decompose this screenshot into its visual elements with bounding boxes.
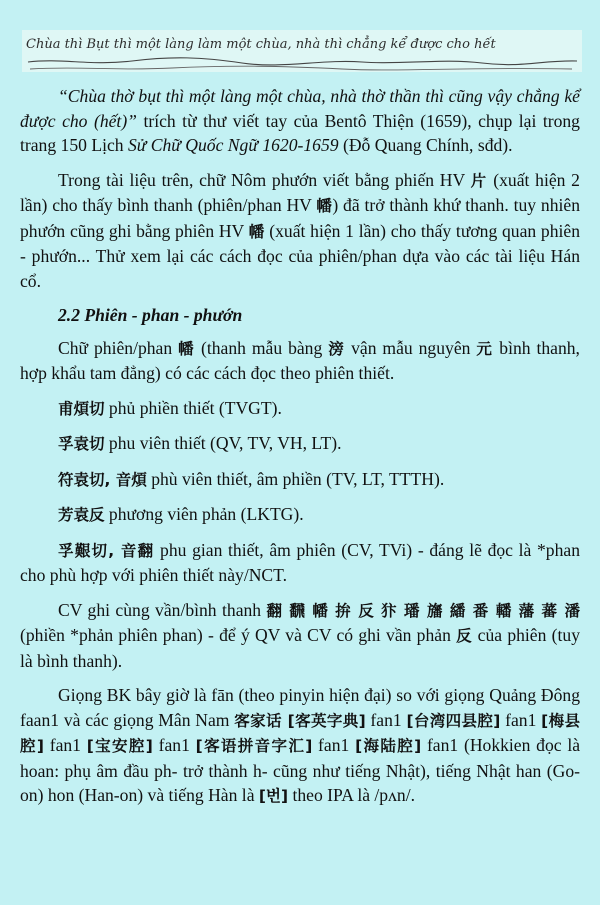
handwriting-image [22, 30, 582, 72]
section-heading: 2.2 Phiên - phan - phướn [58, 305, 243, 325]
handwritten-manuscript-excerpt [22, 30, 582, 72]
dialect-comparison-paragraph: Giọng BK bây giờ là fān (theo pinyin hiện đại) so với giọng Quảng Đông faan1 và các giọng Mân Nam 客家话 [客英字典] fan1 [台湾四县腔] fan1 [梅县腔] fan1 [宝安腔] fan1 [客语拼音字汇] fan1 [海陆腔] fan1 (Hokkien đọc là hoan: phụ âm đầu ph- trở thành h- cũng như tiếng Nhật), tiếng Nhật han (Go-on) hon (Han-on) và tiếng Hàn là [번] theo IPA là /pʌn/. [20, 685, 581, 805]
handwriting-text: Chùa thì Bụt thì một làng làm một chùa, nhà thì chẳng kể được cho hết [26, 37, 496, 52]
fanqie-line: 孚袁切 phu viên thiết (QV, TV, VH, LT). [58, 433, 342, 453]
fanqie-line: 符袁切, 音煩 phù viên thiết, âm phiền (TV, LT, TTTH). [58, 468, 445, 489]
fanqie-line: 孚艱切, 音翻 phu gian thiết, âm phiên (CV, TVi) - đáng lẽ đọc là *phan cho phù hợp với phiên thiết này/NCT. [20, 539, 580, 585]
fanqie-line: 甫煩切 phủ phiền thiết (TVGT). [58, 397, 282, 418]
nom-analysis-paragraph: Trong tài liệu trên, chữ Nôm phướn viết bằng phiến HV 片 (xuất hiện 2 lần) cho thấy bình thanh (phiên/phan HV 幡) đã trở thành khứ thanh. tuy nhiên phướn cũng ghi bằng phiên HV 幡 (xuất hiện 1 lần) cho thấy tương quan phiên - phướn... Thử xem lại các cách đọc của phiên/phan dựa vào các tài liệu Hán cổ. [20, 169, 580, 291]
cv-rhyme-paragraph: CV ghi cùng vần/bình thanh 翻 飜 幡 拚 反 犿 璠 旛 繙 番 轓 藩 蕃 潘 (phiền *phản phiên phan) - để ý QV và CV có ghi vần phản 反 của phiên (tuy là bình thanh). [20, 599, 580, 671]
quote-paragraph: “Chùa thờ bụt thì một làng một chùa, nhà thờ thần thì cũng vậy chẳng kể được cho (hết)” trích từ thư viết tay của Bentô Thiện (1659), chụp lại trong trang 150 Lịch Sử Chữ Quốc Ngữ 1620-1659 (Đỗ Quang Chính, sđd). [20, 86, 580, 155]
phien-phan-intro-paragraph: Chữ phiên/phan 幡 (thanh mẫu bàng 滂 vận mẫu nguyên 元 bình thanh, hợp khẩu tam đẳng) có các cách đọc theo phiên thiết. [20, 337, 580, 383]
document-body [20, 84, 580, 819]
fanqie-line: 芳袁反 phương viên phản (LKTG). [58, 504, 304, 524]
